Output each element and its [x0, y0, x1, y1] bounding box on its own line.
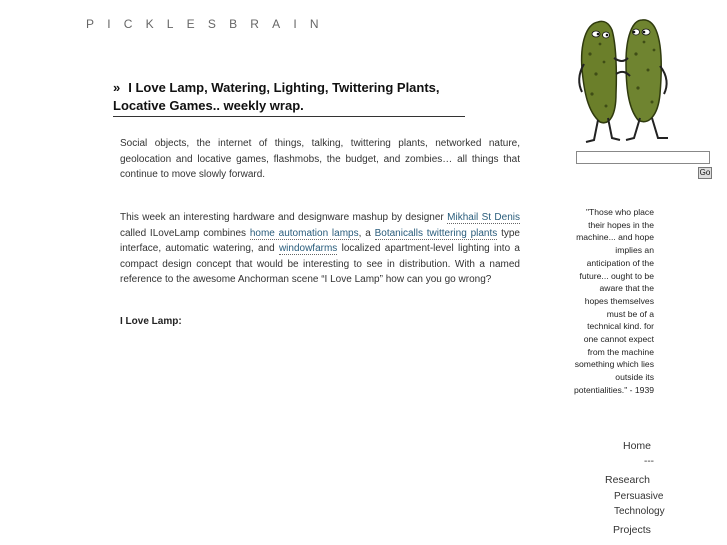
nav-research[interactable]: Research — [605, 474, 650, 486]
link-home-automation-lamps[interactable]: home automation lamps — [249, 227, 359, 239]
sidebar-quote: "Those who place their hopes in the machine... and hope implies an anticipation of the future... ought to be aware that the hopes themselves must be of a technical kind. for one cannot expect from the machine something which lies outside its potentialities." - 1939 — [574, 207, 654, 395]
post-intro: Social objects, the internet of things, talking, twittering plants, networked nature, geolocation and locative games, flashmobs, the budget, and zombies… all things that continue to move slowly forward. — [120, 138, 520, 180]
section-heading: I Love Lamp: — [120, 316, 182, 327]
site-brand[interactable]: PICKLESBRAIN — [86, 17, 332, 31]
paragraph-text: This week an interesting hardware and designware mashup by designer — [120, 212, 448, 223]
paragraph-text: localized apartment-level lighting into a compact design concept that would be interesting to see in distribution. With a named reference to the awesome Anchorman scene “I Love Lamp” how can you go wrong? — [120, 243, 520, 285]
post-title[interactable] — [113, 79, 465, 117]
search-go-button[interactable]: Go — [699, 168, 711, 177]
nav-technology[interactable]: Technology — [614, 506, 665, 517]
nav-persuasive[interactable]: Persuasive — [614, 491, 664, 502]
paragraph-text: called ILoveLamp combines — [120, 227, 250, 239]
search-input[interactable] — [576, 151, 710, 164]
nav-separator: --- — [644, 456, 654, 467]
nav-projects[interactable]: Projects — [613, 524, 651, 536]
link-mikhail-st-denis[interactable]: Mikhail St Denis — [447, 212, 520, 223]
post-title-text[interactable]: I Love Lamp, Watering, Lighting, Twittering Plants, Locative Games.. weekly wrap. — [113, 80, 440, 113]
title-marker: » — [113, 80, 121, 95]
link-windowfarms[interactable]: windowfarms — [278, 243, 338, 254]
paragraph-text: type interface, automatic watering, and — [120, 227, 520, 254]
post-paragraph — [120, 210, 520, 288]
paragraph-text: , a — [358, 227, 375, 239]
nav-home[interactable]: Home — [623, 440, 652, 452]
pickle-mascot-image — [576, 14, 676, 146]
link-botanicalls[interactable]: Botanicalls twittering plants — [374, 227, 498, 239]
